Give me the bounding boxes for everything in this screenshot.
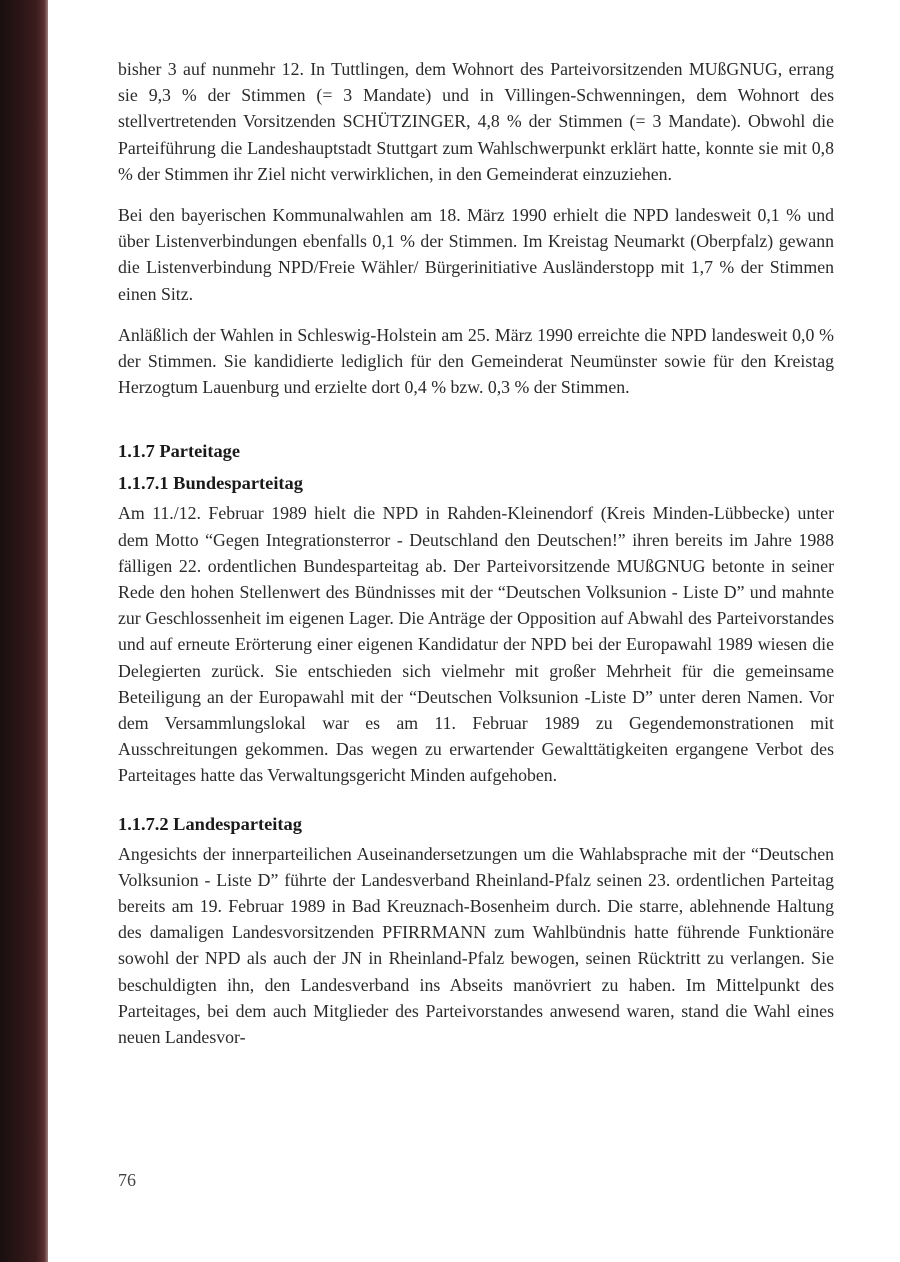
paragraph-landesparteitag: Angesichts der innerparteilichen Auseinandersetzungen um die Wahlabsprache mit der “Deutschen Volksunion - Liste D” führte der Landesverband Rheinland-Pfalz seinen 23. ordentlichen Parteitag bereits am 19. Februar 1989 in Bad Kreuznach-Bosenheim durch. Die starre, ablehnende Haltung des damaligen Landesvorsitzenden PFIRRMANN zum Wahlbündnis hatte führende Funktionäre sowohl der NPD als auch der JN in Rheinland-Pfalz bewogen, seinen Rücktritt zu verlangen. Sie beschuldigten ihn, den Landesverband ins Abseits manövriert zu haben. Im Mittelpunkt des Parteitages, bei dem auch Mitglieder des Parteivorstandes anwesend waren, stand die Wahl eines neuen Landesvor-: [118, 843, 834, 1048]
paragraph-baden-wuerttemberg: bisher 3 auf nunmehr 12. In Tuttlingen, dem Wohnort des Parteivorsitzenden MUßGNUG, errang sie 9,3 % der Stimmen (= 3 Mandate) und in Villingen-Schwenningen, dem Wohnort des stellvertretenden Vorsitzenden SCHÜTZINGER, 4,8 % der Stimmen (= 3 Mandate). Obwohl die Parteiführung die Landeshauptstadt Stuttgart zum Wahlschwerpunkt erklärt hatte, konnte sie mit 0,8 % der Stimmen ihr Ziel nicht verwirklichen, in den Gemeinderat einzuziehen.: [118, 59, 834, 184]
paragraph-bundesparteitag: Am 11./12. Februar 1989 hielt die NPD in Rahden-Kleinendorf (Kreis Minden-Lübbecke) unter dem Motto “Gegen Integrationsterror - Deutschland den Deutschen!” ihren bereits im Jahre 1988 fälligen 22. ordentlichen Bundesparteitag ab. Der Parteivorsitzende MUßGNUG betonte in seiner Rede den hohen Stellenwert des Bündnisses mit der “Deutschen Volksunion - Liste D” und mahnte zur Geschlossenheit im eigenen Lager. Die Anträge der Opposition auf Abwahl des Parteivorstandes und auf erneute Erörterung einer eigenen Kandidatur der NPD bei der Europawahl 1989 wiesen die Delegierten zurück. Sie entschieden sich vielmehr mit großer Mehrheit für die gemeinsame Beteiligung an der Europawahl mit der “Deutschen Volksunion -Liste D” unter deren Namen. Vor dem Versammlungslokal war es am 11. Februar 1989 zu Gegendemonstrationen mit Ausschreitungen gekommen. Das wegen zu erwartender Gewalttätigkeiten ergangene Verbot des Parteitages hatte das Verwaltungsgericht Minden aufgehoben.: [118, 503, 834, 786]
heading-landesparteitag: 1.1.7.2 Landesparteitag: [118, 813, 302, 834]
paragraph-bayern: Bei den bayerischen Kommunalwahlen am 18. März 1990 erhielt die NPD landesweit 0,1 % und über Listenverbindungen ebenfalls 0,1 % der Stimmen. Im Kreistag Neumarkt (Oberpfalz) gewann die Listenverbindung NPD/Freie Wähler/ Bürgerinitiative Ausländerstopp mit 1,7 % der Stimmen einen Sitz.: [118, 205, 834, 304]
binding-edge: [0, 0, 48, 1262]
heading-parteitage: 1.1.7 Parteitage: [118, 441, 241, 462]
paragraph-schleswig-holstein: Anläßlich der Wahlen in Schleswig-Holstein am 25. März 1990 erreichte die NPD landesweit 0,0 % der Stimmen. Sie kandidierte lediglich für den Gemeinderat Neumünster sowie für den Kreistag Herzogtum Lauenburg und erzielte dort 0,4 % bzw. 0,3 % der Stimmen.: [118, 324, 834, 398]
page-number: 76: [118, 1170, 136, 1190]
heading-bundesparteitag: 1.1.7.1 Bundesparteitag: [118, 473, 303, 494]
page-body: [118, 56, 834, 1065]
